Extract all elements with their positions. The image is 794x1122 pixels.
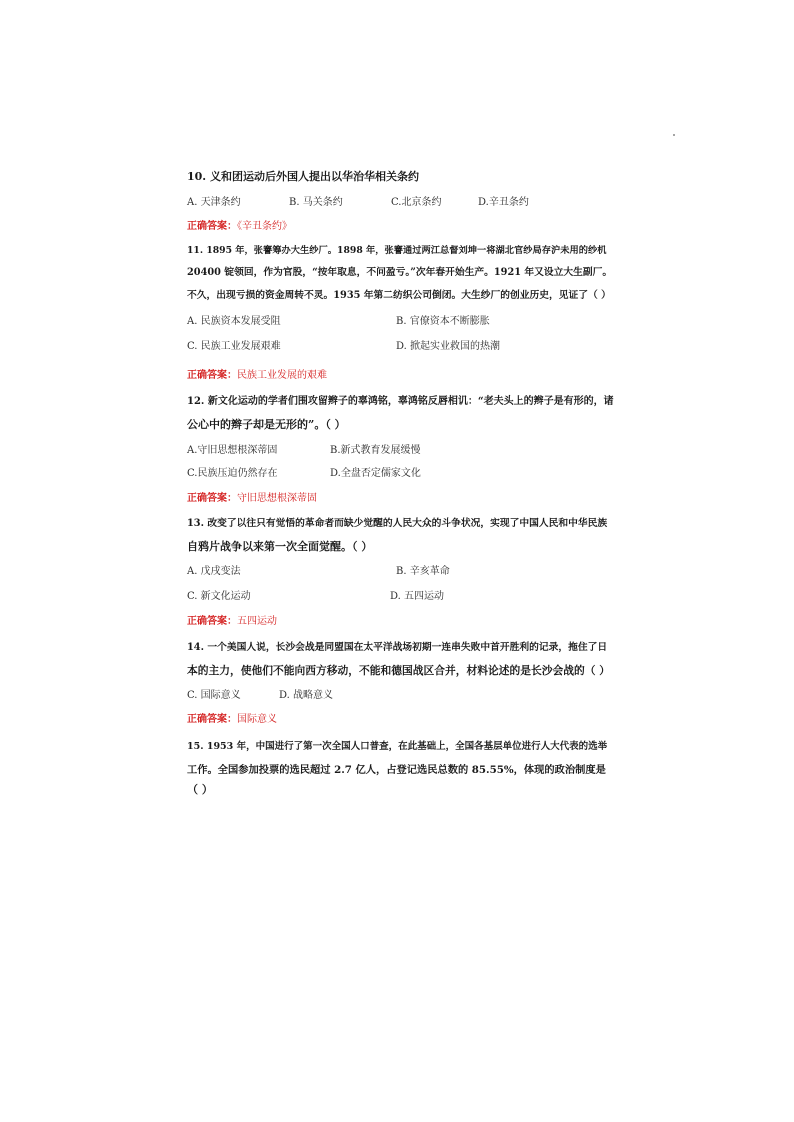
question-13-stem-line-2: 自鸦片战争以来第一次全面觉醒。（ ） xyxy=(187,540,373,553)
question-15-stem-line-3: （ ） xyxy=(187,783,213,796)
question-11-stem-line-2: 20400 锭领回，作为官股，“按年取息，不问盈亏。”次年春开始生产。1921 年又设立大生副厂。 xyxy=(187,267,613,278)
question-12-option-d: D.全盘否定儒家文化 xyxy=(330,468,421,479)
question-15-stem-line-2: 工作。全国参加投票的选民超过 2.7 亿人，占登记选民总数的 85.55%，体现的政治制度是 xyxy=(187,764,606,776)
answer-value: 《辛丑条约》 xyxy=(237,221,292,232)
question-13-answer xyxy=(187,615,277,629)
answer-value: 守旧思想根深蒂固 xyxy=(237,493,317,504)
question-14-stem-line-1: 14. 一个美国人说，长沙会战是同盟国在太平洋战场初期一连串失败中首开胜利的记录，拖住了日 xyxy=(187,642,608,653)
question-11-option-c: C. 民族工业发展艰难 xyxy=(187,341,281,352)
question-13-option-d: D. 五四运动 xyxy=(390,591,445,602)
answer-label: 正确答案： xyxy=(187,493,237,504)
answer-value: 民族工业发展的艰难 xyxy=(237,370,327,381)
question-10-option-d: D.辛丑条约 xyxy=(478,197,529,208)
question-12-stem-line-1: 12. 新文化运动的学者们围攻留辫子的辜鸿铭，辜鸿铭反唇相讥：“老夫头上的辫子是有形的，诸 xyxy=(187,396,614,407)
question-13-option-c: C. 新文化运动 xyxy=(187,591,251,602)
question-12-stem-line-2: 公心中的辫子却是无形的”。（ ） xyxy=(187,418,346,431)
answer-value: 国际意义 xyxy=(237,714,277,725)
answer-label: 正确答案： xyxy=(187,370,237,381)
question-15-stem-line-1: 15. 1953 年，中国进行了第一次全国人口普查，在此基础上，全国各基层单位进行人大代表的选举 xyxy=(187,741,608,752)
question-10-answer xyxy=(187,220,292,234)
question-12-answer xyxy=(187,492,317,506)
question-14-option-d: D. 战略意义 xyxy=(279,690,334,701)
question-10-option-c: C.北京条约 xyxy=(391,197,442,208)
answer-label: 正确答案： xyxy=(187,714,237,725)
question-11-answer xyxy=(187,369,327,383)
question-13-option-a: A. 戊戌变法 xyxy=(187,566,241,577)
question-10-option-a: A. 天津条约 xyxy=(187,197,241,208)
question-14-stem-line-2: 本的主力，使他们不能向西方移动，不能和德国战区合并，材料论述的是长沙会战的（ ） xyxy=(187,664,610,677)
question-10-option-b: B. 马关条约 xyxy=(289,197,343,208)
answer-label: 正确答案： xyxy=(187,221,237,232)
question-10-stem: 10. 义和团运动后外国人提出以华治华相关条约 xyxy=(187,170,419,183)
question-13-stem-line-1: 13. 改变了以往只有觉悟的革命者而缺少觉醒的人民大众的斗争状况，实现了中国人民和中华民族 xyxy=(187,518,608,529)
question-11-option-b: B. 官僚资本不断膨胀 xyxy=(396,316,490,327)
question-12-option-c: C.民族压迫仍然存在 xyxy=(187,468,278,479)
question-11-stem-line-1: 11. 1895 年，张謇筹办大生纱厂。1898 年，张謇通过两江总督刘坤一将湖北官纱局存沪未用的纱机 xyxy=(187,245,607,256)
answer-label: 正确答案： xyxy=(187,616,237,627)
question-12-option-a: A.守旧思想根深蒂固 xyxy=(187,445,278,456)
scan-speck xyxy=(673,134,675,136)
question-11-option-a: A. 民族资本发展受阻 xyxy=(187,316,281,327)
question-12-option-b: B.新式教育发展缓慢 xyxy=(330,445,421,456)
question-14-option-c: C. 国际意义 xyxy=(187,690,241,701)
answer-value: 五四运动 xyxy=(237,616,277,627)
question-13-option-b: B. 辛亥革命 xyxy=(396,566,450,577)
question-11-stem-line-3: 不久，出现亏损的资金周转不灵。1935 年第二纺织公司倒闭。大生纱厂的创业历史，见证了（ ） xyxy=(187,290,611,301)
question-14-answer xyxy=(187,713,277,727)
question-11-option-d: D. 掀起实业救国的热潮 xyxy=(396,341,501,352)
